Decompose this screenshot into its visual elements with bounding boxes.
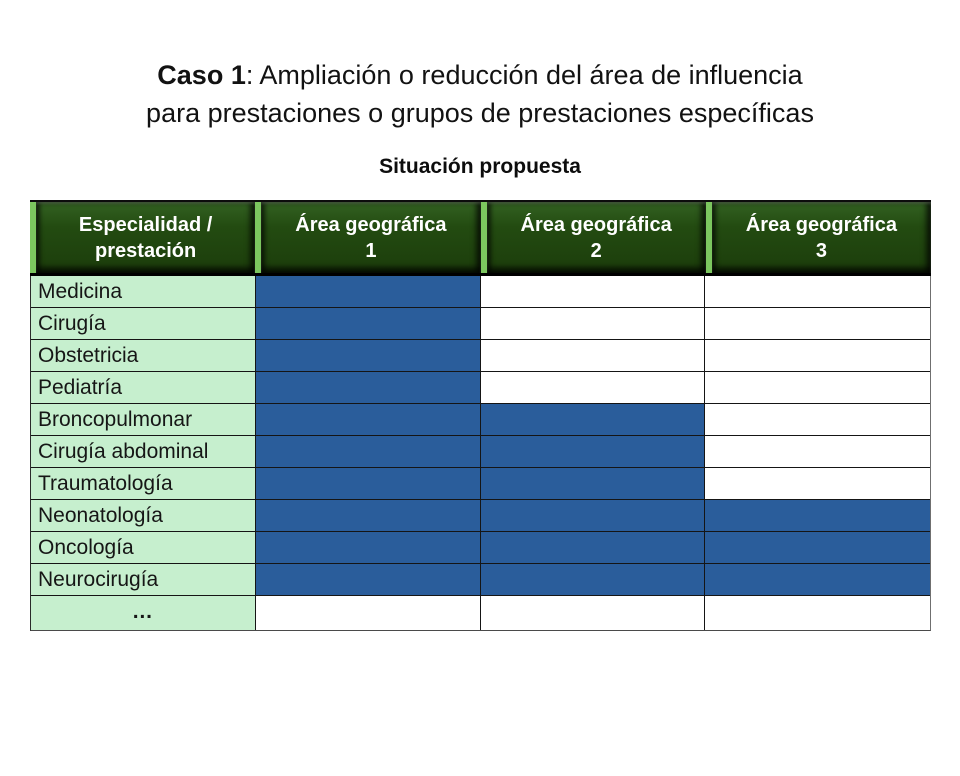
table-row [31, 372, 930, 404]
area-cell-1-filled [256, 532, 481, 564]
table-row [31, 564, 930, 596]
column-header-text: 3 [815, 239, 827, 262]
area-cell-2-empty [481, 340, 706, 372]
area-cell-1-filled [256, 404, 481, 436]
column-header-especialidad [36, 202, 255, 273]
area-cell-2-filled [481, 404, 706, 436]
title-case-label: Caso 1 [157, 60, 246, 90]
area-cell-2-filled [481, 500, 706, 532]
area-cell-3-empty [705, 276, 930, 308]
area-cell-3-empty [705, 372, 930, 404]
table-header-row [30, 200, 931, 276]
table-row [31, 404, 930, 436]
row-label: … [31, 596, 256, 630]
area-cell-1-empty [256, 596, 481, 630]
area-cell-1-filled [256, 436, 481, 468]
table-row [31, 596, 930, 630]
column-header-text: 1 [365, 239, 377, 262]
area-cell-2-empty [481, 372, 706, 404]
table-body [30, 276, 931, 631]
area-cell-1-filled [256, 340, 481, 372]
area-cell-3-empty [705, 596, 930, 630]
slide [0, 56, 960, 776]
row-label: Cirugía [31, 308, 256, 340]
area-cell-1-filled [256, 308, 481, 340]
area-cell-1-filled [256, 372, 481, 404]
area-cell-3-filled [705, 532, 930, 564]
title-line-1 [60, 56, 900, 94]
area-cell-3-empty [705, 436, 930, 468]
title-line-1-rest: : Ampliación o reducción del área de influencia [245, 60, 803, 90]
area-cell-2-filled [481, 532, 706, 564]
page-title [60, 56, 900, 132]
row-label: Obstetricia [31, 340, 256, 372]
area-cell-3-empty [705, 468, 930, 500]
area-cell-3-empty [705, 404, 930, 436]
area-cell-2-empty [481, 308, 706, 340]
area-cell-1-filled [256, 468, 481, 500]
column-header-text: Área geográfica [745, 213, 897, 236]
column-header-area-3 [712, 202, 931, 273]
area-cell-2-empty [481, 596, 706, 630]
column-header-text: Especialidad / [78, 213, 213, 236]
area-cell-1-filled [256, 500, 481, 532]
row-label: Cirugía abdominal [31, 436, 256, 468]
area-cell-3-filled [705, 500, 930, 532]
specialty-area-table [30, 200, 931, 631]
table-row [31, 340, 930, 372]
row-label: Broncopulmonar [31, 404, 256, 436]
table-row [31, 436, 930, 468]
area-cell-2-filled [481, 436, 706, 468]
area-cell-2-empty [481, 276, 706, 308]
table-row [31, 308, 930, 340]
area-cell-3-filled [705, 564, 930, 596]
table-row [31, 468, 930, 500]
row-label: Neonatología [31, 500, 256, 532]
table-row [31, 500, 930, 532]
subtitle: Situación propuesta [379, 155, 581, 178]
column-header-text: Área geográfica [295, 213, 447, 236]
area-cell-1-filled [256, 276, 481, 308]
area-cell-1-filled [256, 564, 481, 596]
table-row [31, 532, 930, 564]
column-header-text: Área geográfica [520, 213, 672, 236]
title-line-2: para prestaciones o grupos de prestaciones específicas [146, 98, 814, 128]
column-header-area-2 [487, 202, 706, 273]
area-cell-2-filled [481, 564, 706, 596]
table-row [31, 276, 930, 308]
column-header-text: 2 [590, 239, 602, 262]
area-cell-3-empty [705, 308, 930, 340]
column-header-area-1 [261, 202, 480, 273]
row-label: Oncología [31, 532, 256, 564]
row-label: Medicina [31, 276, 256, 308]
area-cell-3-empty [705, 340, 930, 372]
row-label: Pediatría [31, 372, 256, 404]
area-cell-2-filled [481, 468, 706, 500]
row-label: Traumatología [31, 468, 256, 500]
row-label: Neurocirugía [31, 564, 256, 596]
column-header-text: prestación [95, 239, 197, 262]
